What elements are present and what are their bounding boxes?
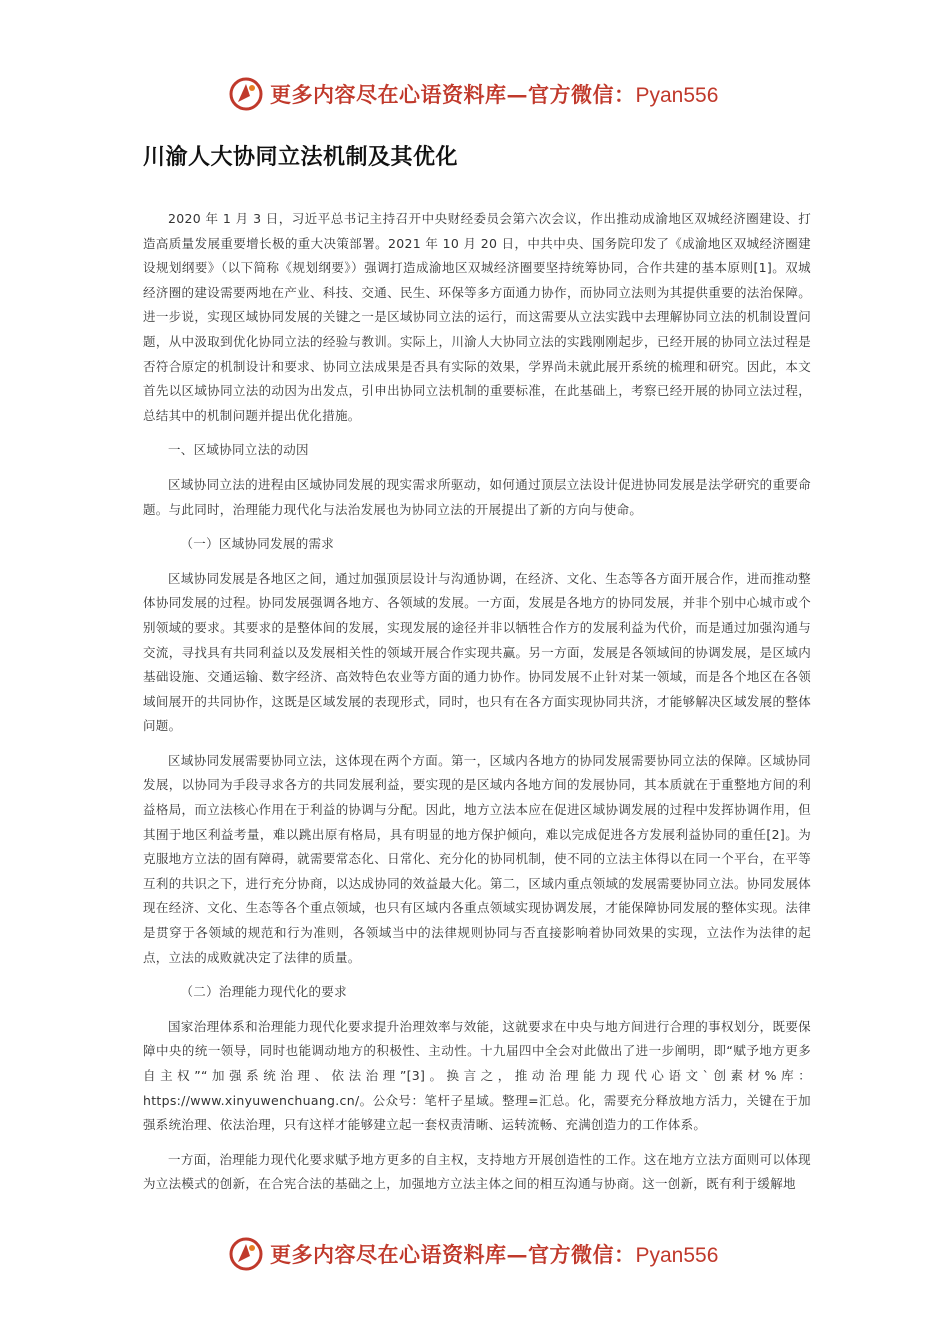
body-paragraph: 区域协同发展需要协同立法，这体现在两个方面。第一，区域内各地方的协同发展需要协同立法的保障。区域协同发展，以协同为手段寻求各方的共同发展利益，要实现的是区域内各地方间的发展协同，其本质就在于重整地方间的利益格局，而立法核心作用在于利益的协调与分配。因此，地方立法本应在促进区域协调发展的过程中发挥协调作用，但其囿于地区利益考量，难以跳出原有格局，具有明显的地方保护倾向，难以完成促进各方发展利益协同的重任[2]。为克服地方立法的固有障碍，就需要常态化、日常化、充分化的协同机制，使不同的立法主体得以在同一个平台，在平等互利的共识之下，进行充分协商，以达成协同的效益最大化。第二，区域内重点领域的发展需要协同立法。协同发展体现在经济、文化、生态等各个重点领域，也只有区域内各重点领域实现协调发展，才能保障协同发展的整体实现。法律是贯穿于各领域的规范和行为准则，各领域当中的法律规则协同与否直接影响着协同效果的实现，立法作为法律的起点，立法的成败就决定了法律的质量。 bbox=[143, 752, 811, 965]
article-body bbox=[143, 207, 811, 1197]
banner-text: 更多内容尽在心语资料库—官方微信：Pyan556 bbox=[270, 1242, 719, 1267]
header-banner bbox=[228, 74, 728, 114]
footer-banner bbox=[228, 1234, 728, 1274]
section-heading: 一、区域协同立法的动因 bbox=[168, 442, 309, 458]
body-paragraph: 区域协同发展是各地区之间，通过加强顶层设计与沟通协调，在经济、文化、生态等各方面开展合作，进而推动整体协同发展的过程。协同发展强调各地方、各领域的发展。一方面，发展是各地方的协同发展，并非个别中心城市或个别领域的要求。其要求的是整体间的发展，实现发展的途径并非以牺牲合作方的发展利益为代价，而是通过加强沟通与交流，寻找具有共同利益以及发展相关性的领域开展合作实现共赢。另一方面，发展是各领域间的协调发展，是区域内基础设施、交通运输、数字经济、高效特色农业等方面的通力协作。协同发展不止针对某一领域，而是各个地区在各领域间展开的共同协作，这既是区域发展的表现形式，同时，也只有在各方面实现协同共济，才能够解决区域发展的整体问题。 bbox=[143, 570, 811, 734]
seal-logo-icon bbox=[228, 1236, 264, 1272]
intro-paragraph: 2020 年 1 月 3 日，习近平总书记主持召开中央财经委员会第六次会议，作出推动成渝地区双城经济圈建设、打造高质量发展重要增长极的重大决策部署。2021 年 10 月 20 日，中共中央、国务院印发了《成渝地区双城经济圈建设规划纲要》（以下简称《规划纲要》）强调打造成渝地区双城经济圈要坚持统筹协同，合作共建的基本原则[1]。双城经济圈的建设需要两地在产业、科技、交通、民生、环保等多方面通力协作，而协同立法则为其提供重要的法治保障。进一步说，实现区域协同发展的关键之一是区域协同立法的运行，而这需要从立法实践中去理解协同立法的机制设置问题，从中汲取到优化协同立法的经验与教训。实际上，川渝人大协同立法的实践刚刚起步，已经开展的协同立法过程是否符合原定的机制设计和要求、协同立法成果是否具有实际的效果，学界尚未就此展开系统的梳理和研究。因此，本文首先以区域协同立法的动因为出发点，引申出协同立法机制的重要标准，在此基础上，考察已经开展的协同立法过程，总结其中的机制问题并提出优化措施。 bbox=[143, 211, 811, 423]
body-paragraph: 国家治理体系和治理能力现代化要求提升治理效率与效能，这就要求在中央与地方间进行合理的事权划分，既要保障中央的统一领导，同时也能调动地方的积极性、主动性。十九届四中全会对此做出了进一步阐明，即“赋予地方更多自主权”“加强系统治理、依法治理”[3]。换言之，推动治理能力现代心语文`创素材%库：https://www.xinyuwenchuang.cn/。公众号：笔杆子星域。整理=汇总。化，需要充分释放地方活力，关键在于加强系统治理、依法治理，只有这样才能够建立起一套权责清晰、运转流畅、充满创造力的工作体系。 bbox=[143, 1018, 811, 1133]
page-title: 川渝人大协同立法机制及其优化 bbox=[143, 145, 459, 170]
wechat-id[interactable]: Pyan556 bbox=[635, 84, 719, 107]
wechat-id[interactable]: Pyan556 bbox=[635, 1244, 719, 1267]
body-paragraph: 一方面，治理能力现代化要求赋予地方更多的自主权，支持地方开展创造性的工作。这在地方立法方面则可以体现为立法模式的创新，在合宪合法的基础之上，加强地方立法主体之间的相互沟通与协商。这一创新，既有利于缓解地 bbox=[143, 1151, 811, 1192]
banner-text: 更多内容尽在心语资料库—官方微信：Pyan556 bbox=[270, 82, 719, 107]
seal-logo-icon bbox=[228, 76, 264, 112]
section-intro-paragraph: 区域协同立法的进程由区域协同发展的现实需求所驱动，如何通过顶层立法设计促进协同发展是法学研究的重要命题。与此同时，治理能力现代化与法治发展也为协同立法的开展提出了新的方向与使命。 bbox=[143, 476, 811, 517]
subsection-heading: （一）区域协同发展的需求 bbox=[180, 536, 335, 552]
subsection-heading: （二）治理能力现代化的要求 bbox=[180, 984, 347, 1000]
